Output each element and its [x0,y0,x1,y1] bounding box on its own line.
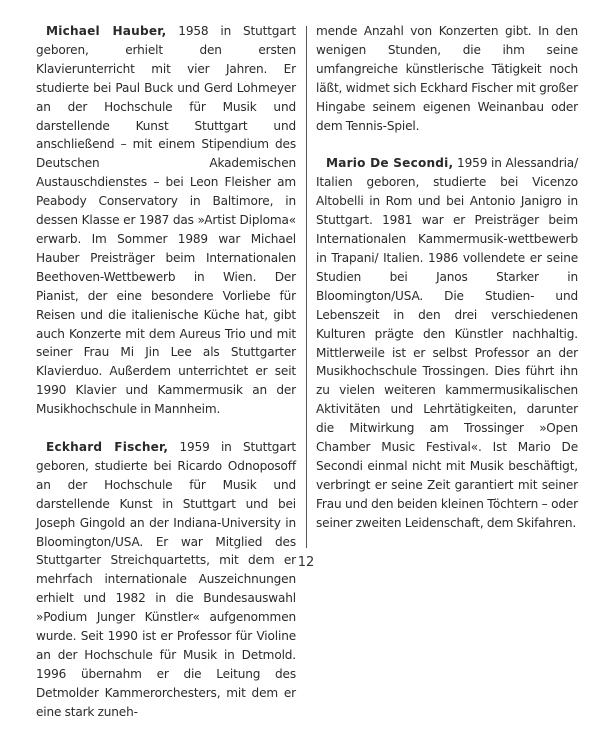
bio-eckhard-fischer-continued: mende Anzahl von Konzerten gibt. In den wenigen Stunden, die ihm seine umfangreiche künstlerische Tätigkeit noch läßt, widmet sich Eckhard Fischer mit großer Hingabe seinem eigenen Weinanbau oder dem Tennis-Spiel. [316,24,578,133]
bio-text: 1959 in Stuttgart geboren, studierte bei Ricardo Odnoposoff an der Hochschule für Musik und darstellende Kunst in Stuttgart und bei Joseph Gingold an der Indiana-University in Bloomington/USA. Er war Mitglied des Stuttgarter Streichquartetts, mit dem er mehrfach internationale Auszeichnungen erhielt und 1982 in die Bundesauswahl »Podium Junger Künstler« aufgenommen wurde. Seit 1990 ist er Professor für Violine an der Hochschule für Musik in Detmold. 1996 übernahm er die Leitung des Detmolder Kammerorchesters, mit dem er eine stark zuneh- [36,440,296,719]
column-divider [306,26,307,548]
bio-text: 1959 in Alessandria/ Italien geboren, studierte bei Vicenzo Altobelli in Rom und bei Antonio Janigro in Stuttgart. 1981 war er Preisträger beim Internationalen Kammermusik-wettbewerb in Trapani/ Italien. 1986 vollendete er seine Studien bei Janos Starker in Bloomington/USA. Die Studien- und Lebenszeit in den drei verschiedenen Kulturen prägte den Künstler nachhaltig. Mittlerweile ist er selbst Professor an der Musikhochschule Trossingen. Dies führt ihn zu vielen weiteren kammermusikalischen Aktivitäten und Lehrtätigkeiten, darunter die Mitwirkung am Trossinger »Open Chamber Music Festival«. Ist Mario De Secondi einmal nicht mit Musik beschäftigt, verbringt er seine Zeit garantiert mit seiner Frau und den beiden kleinen Töchtern – oder seiner zweiten Leidenschaft, dem Skifahren. [316,156,578,530]
artist-name: Eckhard Fischer, [46,440,169,455]
bio-mario-de-secondi [316,154,578,532]
bio-michael-hauber [36,22,296,419]
page-number: 12 [297,555,315,570]
left-column [36,22,296,741]
artist-name: Mario De Secondi, [326,156,454,171]
artist-name: Michael Hauber, [46,24,167,38]
right-column [316,22,578,552]
bio-eckhard-fischer [36,438,296,722]
bio-text: 1958 in Stuttgart geboren, erhielt den ersten Klavierunterricht mit vier Jahren. Er studierte bei Paul Buck und Gerd Lohmeyer an der Hochschule für Musik und darstellende Kunst Stuttgart und anschließend – mit einem Stipendium des Deutschen Akademischen Austauschdienstes – bei Leon Fleisher am Peabody Conservatory in Baltimore, in dessen Klasse er 1987 das »Artist Diploma« erwarb. Im Sommer 1989 war Michael Hauber Preisträger beim Internationalen Beethoven-Wettbewerb in Wien. Der Pianist, der eine besondere Vorliebe für Reisen und die italienische Küche hat, gibt auch Konzerte mit dem Aureus Trio und mit seiner Frau Mi Jin Lee als Stuttgarter Klavierduo. Außerdem unterrichtet er seit 1990 Klavier und Kammermusik an der Musikhochschule in Mannheim. [36,24,296,417]
